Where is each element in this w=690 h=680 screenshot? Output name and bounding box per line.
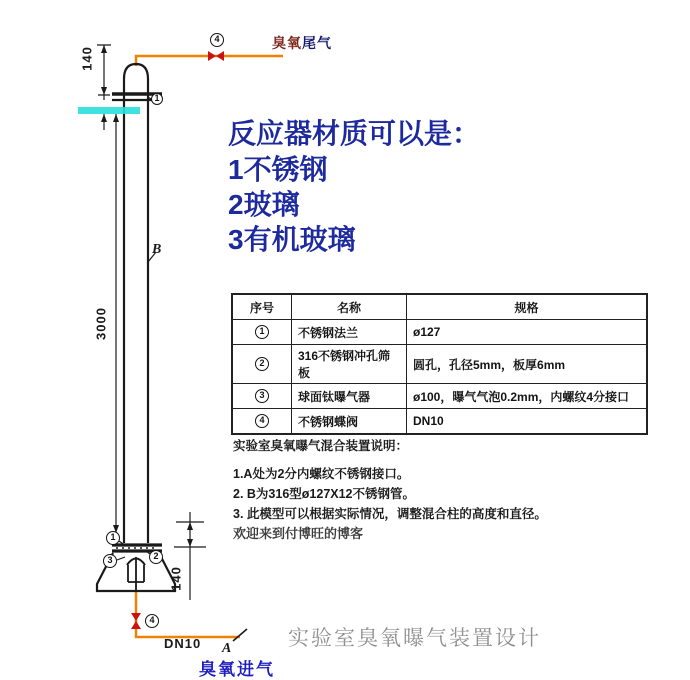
- marker-3-bottom: 3: [103, 554, 117, 568]
- material-option-1: 1不锈钢: [228, 154, 328, 185]
- row-index-cell: [232, 384, 292, 409]
- circled-number: 1: [255, 325, 269, 339]
- note-item-2: 2. B为316型ø127X12不锈钢管。: [233, 487, 416, 501]
- pipe-size-label: DN10: [164, 636, 202, 651]
- point-b-label: B: [152, 242, 162, 257]
- pipe-end-tick-a: [233, 629, 247, 641]
- material-option-3: 3有机玻璃: [228, 224, 356, 255]
- leader-lines: [117, 97, 156, 560]
- arrow-top-up: [101, 45, 107, 53]
- marker-4-top: 4: [210, 33, 224, 47]
- marker-1-top: 1: [151, 93, 163, 105]
- tail-gas-label: [272, 33, 332, 53]
- tail-gas-label-part2: 尾气: [302, 35, 332, 51]
- note-item-1: 1.A处为2分内螺纹不锈钢接口。: [233, 467, 410, 481]
- marker-4-bottom: 4: [145, 614, 159, 628]
- inlet-gas-label: 臭氧进气: [199, 660, 275, 679]
- note-item-3: 3. 此模型可以根据实际情况，调整混合柱的高度和直径。: [233, 507, 547, 521]
- table-row: [232, 384, 647, 409]
- dimension-column-3000: 3000: [93, 307, 109, 340]
- table-row: [232, 345, 647, 384]
- row-name-cell: 316不锈钢冲孔筛板: [292, 345, 407, 384]
- spec-table-header-row: [232, 294, 647, 320]
- material-note: [228, 120, 480, 254]
- row-spec-cell: DN10: [407, 409, 648, 435]
- circled-number: 2: [255, 357, 269, 371]
- row-name-cell: 球面钛曝气器: [292, 384, 407, 409]
- column-tube: [124, 96, 148, 543]
- row-spec-cell: 圆孔，孔径5mm，板厚6mm: [407, 345, 648, 384]
- circled-number: 3: [255, 389, 269, 403]
- dimension-lines: [97, 45, 206, 600]
- tail-valve-left: [208, 51, 216, 61]
- tail-gas-label-part1: 臭氧: [272, 35, 302, 51]
- arrow-sub-up: [101, 114, 107, 122]
- notes-title: 实验室臭氧曝气混合装置说明：: [233, 439, 409, 453]
- row-name-cell: 不锈钢法兰: [292, 320, 407, 345]
- valves: [131, 51, 224, 629]
- tail-valve-right: [216, 51, 224, 61]
- circled-number: 4: [255, 414, 269, 428]
- arrow-3000-up: [113, 114, 119, 122]
- col-header-name: 名称: [292, 294, 407, 320]
- inlet-valve-bottom: [131, 621, 141, 629]
- dimension-bottom-140: 140: [168, 566, 184, 591]
- column-body: [97, 64, 175, 591]
- blog-watermark: 欢迎来到付博旺的博客: [233, 526, 364, 541]
- col-header-spec: 规格: [407, 294, 648, 320]
- notes-block: [233, 436, 547, 522]
- row-index-cell: [232, 320, 292, 345]
- table-row: [232, 409, 647, 435]
- table-row: [232, 320, 647, 345]
- marker-1-bottom: 1: [106, 531, 120, 545]
- leader-3: [117, 557, 125, 560]
- arrow-bottom-up: [187, 522, 193, 530]
- dimension-top-140: 140: [79, 46, 95, 71]
- arrow-bottom-down: [187, 539, 193, 547]
- col-header-index: 序号: [232, 294, 292, 320]
- drawing-caption: 实验室臭氧曝气装置设计: [288, 627, 541, 650]
- point-a-label: A: [222, 641, 232, 656]
- liquid-level-highlight: [78, 107, 140, 114]
- row-spec-cell: ø127: [407, 320, 648, 345]
- row-index-cell: [232, 345, 292, 384]
- row-spec-cell: ø100，曝气气泡0.2mm，内螺纹4分接口: [407, 384, 648, 409]
- row-name-cell: 不锈钢蝶阀: [292, 409, 407, 435]
- arrow-top-down: [101, 87, 107, 95]
- material-option-2: 2玻璃: [228, 189, 300, 220]
- spec-table: [231, 293, 648, 435]
- material-note-title: 反应器材质可以是：: [228, 118, 481, 149]
- marker-2-bottom: 2: [149, 550, 163, 564]
- column-dome-top: [124, 64, 148, 96]
- row-index-cell: [232, 409, 292, 435]
- inlet-valve-top: [131, 613, 141, 621]
